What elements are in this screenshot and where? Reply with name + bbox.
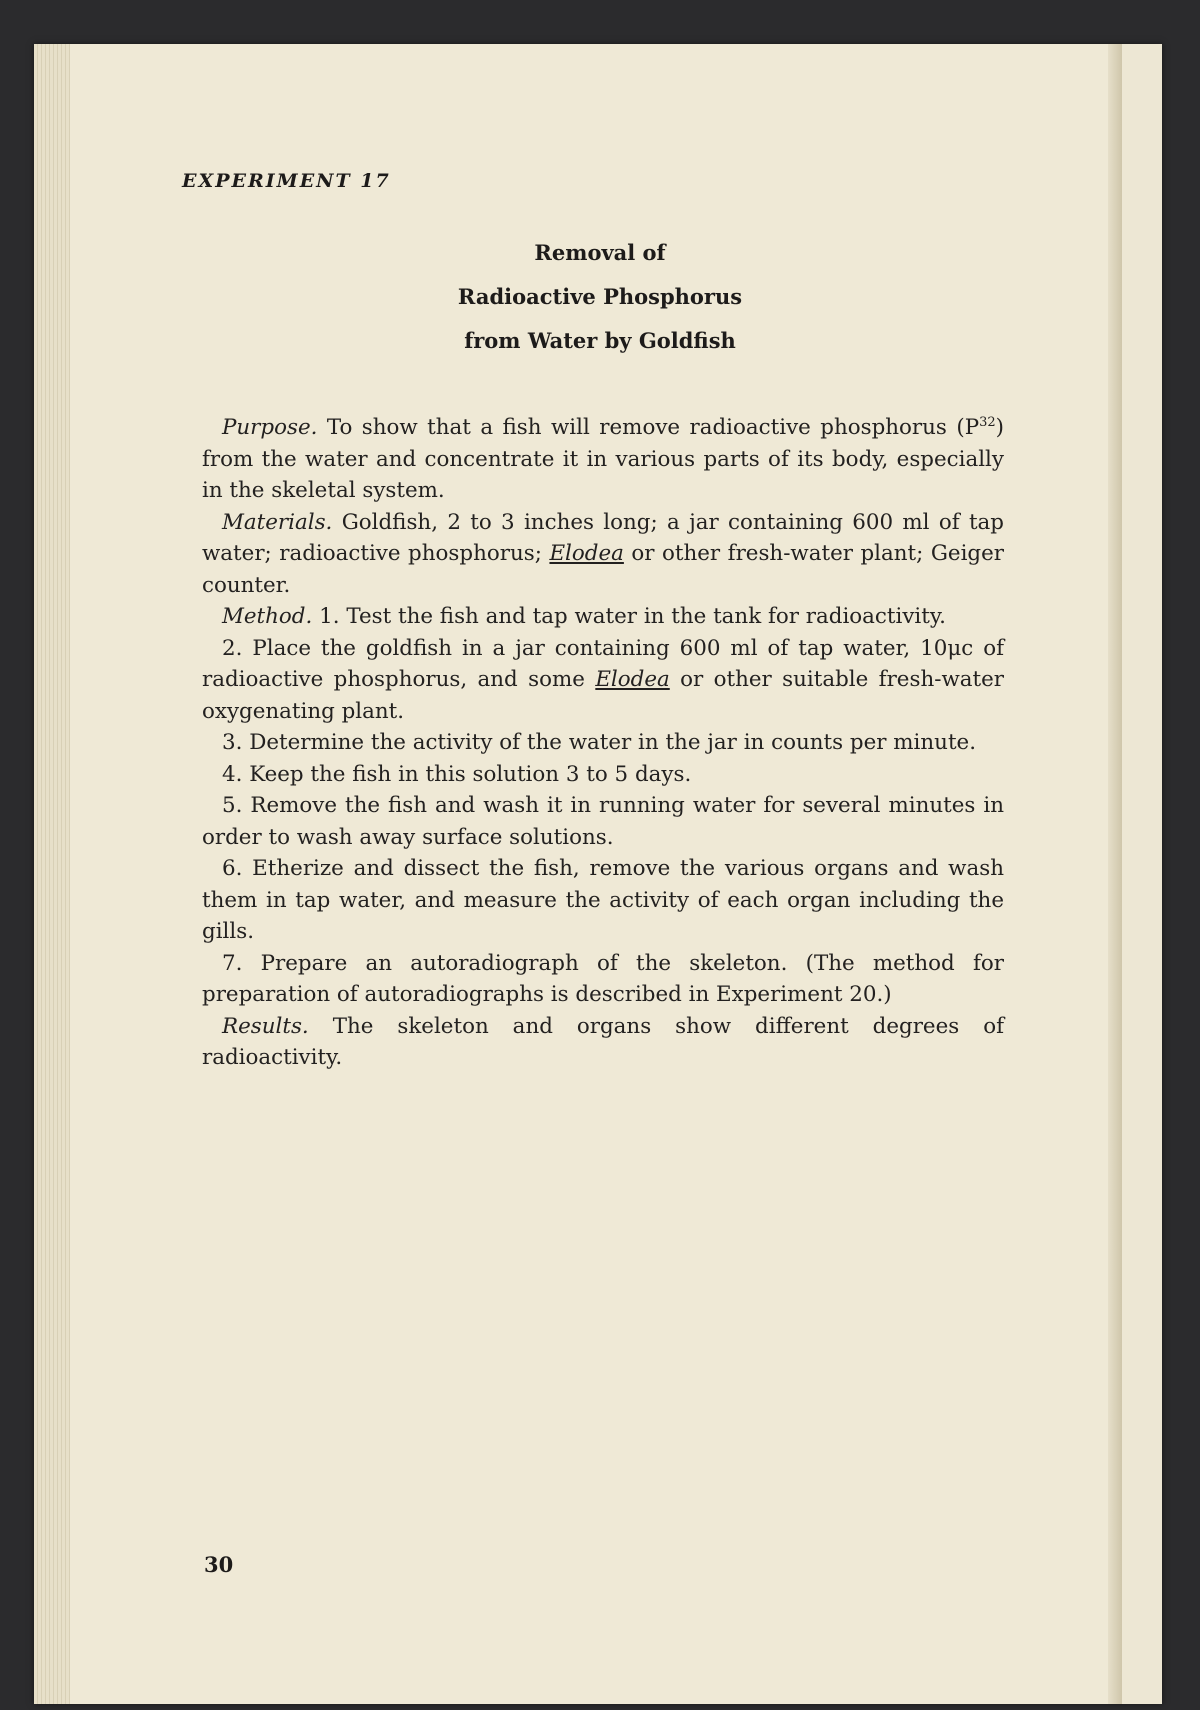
method-step-2-plant: Elodea (595, 667, 670, 692)
isotope-superscript: 32 (979, 414, 996, 430)
method-step-6: 6. Etherize and dissect the fish, remove the various organs and wash them in tap water, and measure the activity of each organ including the gills. (202, 856, 1004, 944)
method-step-4: 4. Keep the fish in this solution 3 to 5 days. (222, 761, 692, 787)
page-number: 30 (204, 1552, 234, 1577)
results-paragraph (202, 1011, 1004, 1074)
purpose-label: Purpose. (222, 415, 318, 440)
materials-plant-name: Elodea (549, 541, 624, 566)
title-line-3: from Water by Goldfish (464, 328, 736, 353)
method-step-5: 5. Remove the fish and wash it in running water for several minutes in order to wash away surface solutions. (202, 793, 1004, 850)
method-step-1 (202, 601, 1004, 633)
materials-text-1: Goldfish, 2 to 3 inches long; a jar containing 600 ml of tap water; radioactive phosphorus; (202, 509, 1004, 566)
results-text: The skeleton and organs show different degrees of radioactivity. (202, 1013, 1004, 1070)
method-step-1-text: 1. Test the fish and tap water in the tank for radioactivity. (319, 604, 946, 629)
purpose-text-1: To show that a fish will remove radioactive phosphorus (P (326, 415, 980, 440)
method-step-2 (202, 633, 1004, 728)
method-step-2-text-1: 2. Place the goldfish in a jar containing 600 ml of tap water, 10μc of radioactive phosphorus, and some (202, 635, 1004, 692)
method-step-3: 3. Determine the activity of the water in the jar in counts per minute. (222, 730, 976, 755)
method-label: Method. (222, 604, 313, 629)
purpose-text-2: ) from the water and concentrate it in various parts of its body, especially in the skeletal system. (202, 415, 1004, 503)
experiment-label: EXPERIMENT 17 (182, 170, 391, 192)
results-label: Results. (222, 1013, 309, 1039)
purpose-paragraph (202, 412, 1004, 507)
body-text (202, 412, 1004, 1074)
materials-label: Materials. (222, 509, 333, 535)
materials-text-2: or other fresh-water plant; Geiger counter. (202, 541, 1005, 598)
method-step-7: 7. Prepare an autoradiograph of the skeleton. (The method for preparation of autoradiographs is described in Experiment 20.) (202, 950, 1004, 1007)
title-line-2: Radioactive Phosphorus (457, 284, 743, 309)
method-step-2-text-2: or other suitable fresh-water oxygenating plant. (202, 667, 1004, 724)
materials-paragraph (202, 507, 1004, 602)
title-line-1: Removal of (534, 240, 666, 265)
